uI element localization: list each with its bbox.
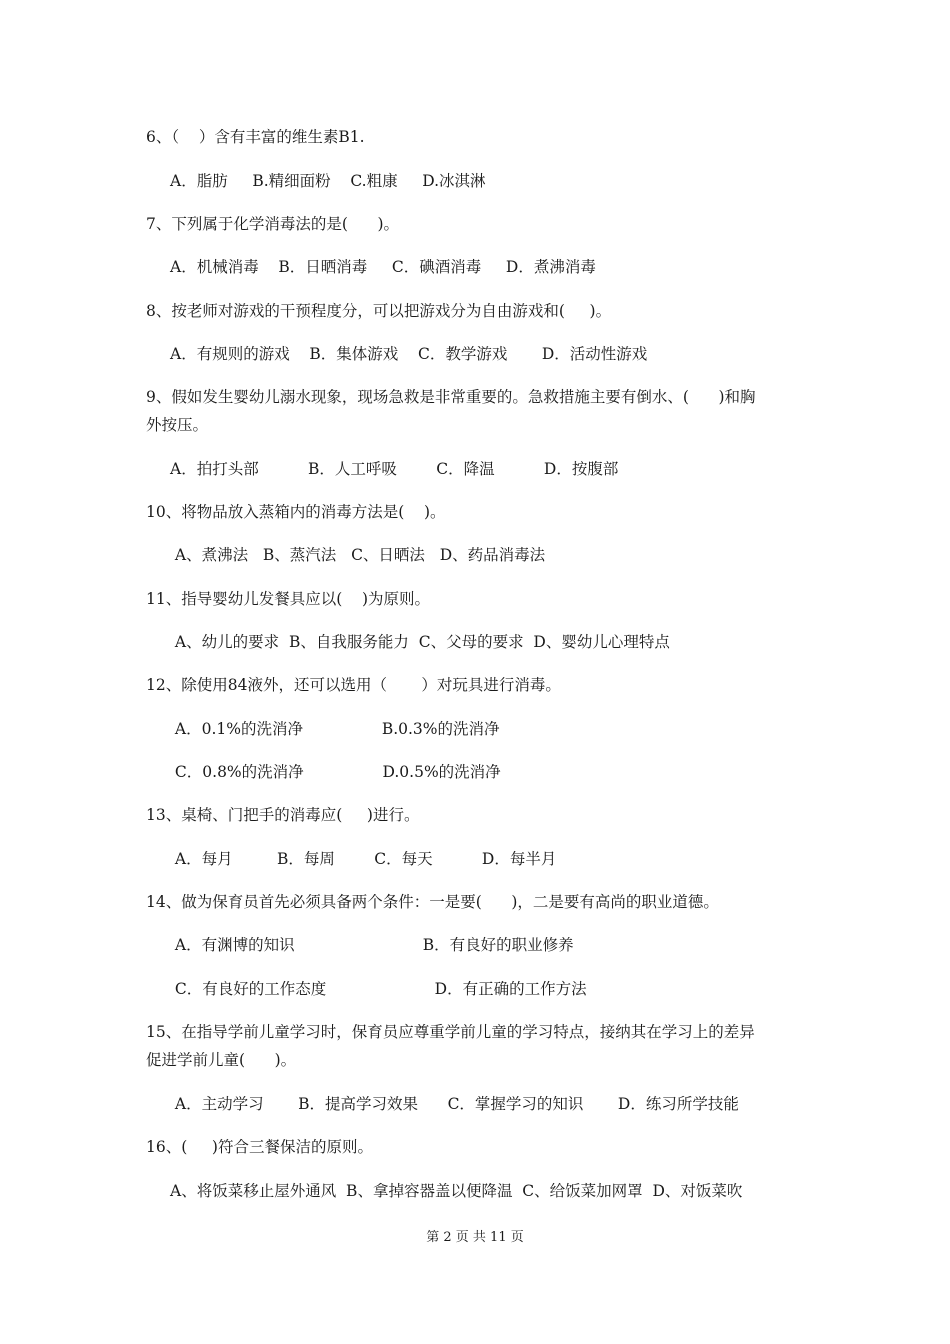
options-12-cd: C．0.8%的洗消净 D.0.5%的洗消净 <box>170 763 501 781</box>
question-15: 15、在指导学前儿童学习时，保育员应尊重学前儿童的学习特点，接纳其在学习上的差异 <box>146 1023 755 1041</box>
question-10: 10、将物品放入蒸箱内的消毒方法是( )。 <box>146 503 446 521</box>
question-7: 7、下列属于化学消毒法的是( )。 <box>146 215 400 233</box>
question-15-cont: 促进学前儿童( )。 <box>146 1051 297 1069</box>
question-13: 13、桌椅、门把手的消毒应( )进行。 <box>146 806 420 824</box>
options-16: A、将饭菜移止屋外通风 B、拿掉容器盖以便降温 C、给饭菜加网罩 D、对饭菜吹 <box>170 1182 743 1200</box>
options-6: A．脂肪 B.精细面粉 C.粗康 D.冰淇淋 <box>170 172 486 190</box>
options-13: A．每月 B．每周 C．每天 D．每半月 <box>170 850 557 868</box>
options-8: A．有规则的游戏 B．集体游戏 C．教学游戏 D．活动性游戏 <box>170 345 648 363</box>
options-9: A．拍打头部 B．人工呼吸 C．降温 D．按腹部 <box>170 460 619 478</box>
question-8: 8、按老师对游戏的干预程度分，可以把游戏分为自由游戏和( )。 <box>146 302 612 320</box>
question-9-cont: 外按压。 <box>146 416 209 434</box>
question-16: 16、( )符合三餐保洁的原则。 <box>146 1138 373 1156</box>
options-14-cd: C．有良好的工作态度 D．有正确的工作方法 <box>170 980 587 998</box>
options-14-ab: A．有渊博的知识 B．有良好的职业修养 <box>170 936 574 954</box>
question-11: 11、指导婴幼儿发餐具应以( )为原则。 <box>146 590 431 608</box>
options-7: A．机械消毒 B．日晒消毒 C．碘酒消毒 D．煮沸消毒 <box>170 258 596 276</box>
question-6: 6、（ ）含有丰富的维生素B1. <box>146 128 365 146</box>
question-14: 14、做为保育员首先必须具备两个条件：一是要( )，二是要有高尚的职业道德。 <box>146 893 719 911</box>
question-9: 9、假如发生婴幼儿溺水现象，现场急救是非常重要的。急救措施主要有倒水、( )和胸 <box>146 388 756 406</box>
options-11: A、幼儿的要求 B、自我服务能力 C、父母的要求 D、婴幼儿心理特点 <box>170 633 670 651</box>
options-15: A．主动学习 B．提高学习效果 C．掌握学习的知识 D．练习所学技能 <box>170 1095 739 1113</box>
options-10: A、煮沸法 B、蒸汽法 C、日晒法 D、药品消毒法 <box>170 546 546 564</box>
question-12: 12、除使用84液外，还可以选用（ ）对玩具进行消毒。 <box>146 676 561 694</box>
options-12-ab: A．0.1%的洗消净 B.0.3%的洗消净 <box>170 720 500 738</box>
page-footer: 第 2 页 共 11 页 <box>426 1230 524 1245</box>
